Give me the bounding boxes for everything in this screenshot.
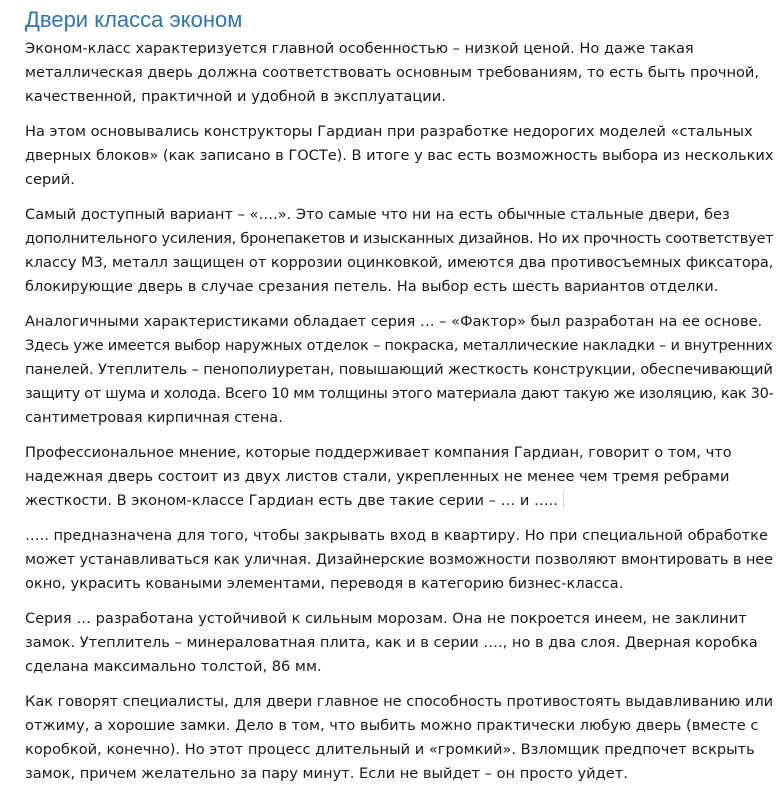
text-line: замок. Утеплитель – минераловатная плита, как и в серии …., но в два слоя. Дверная коробка [25, 634, 758, 651]
text-line: серий. [25, 171, 75, 188]
text-line: Эконом-класс характеризуется главной особенностью – низкой ценой. Но даже такая [25, 40, 694, 57]
text-line: дверных блоков» (как записано в ГОСТе). В итоге у вас есть возможность выбора из нескольких [25, 147, 774, 164]
text-line: панелей. Утеплитель – пенополиуретан, повышающий жесткость конструкции, обеспечивающий [25, 361, 773, 378]
text-line: сделана максимально толстой, 86 мм. [25, 658, 322, 675]
paragraph [25, 607, 773, 679]
text-line: надежная дверь состоит из двух листов стали, укрепленных не менее чем тремя ребрами [25, 468, 730, 485]
paragraph [25, 690, 773, 786]
text-line: блокирующие дверь в случае срезания петель. На выбор есть шесть вариантов отделки. [25, 278, 719, 295]
text-line: Самый доступный вариант – «….». Это самые что ни на есть обычные стальные двери, без [25, 206, 730, 223]
text-line: ….. предназначена для того, чтобы закрывать вход в квартиру. Но при специальной обработке [25, 527, 768, 544]
paragraph [25, 37, 773, 109]
text-line: классу М3, металл защищен от коррозии оцинковкой, имеются два противосъемных фиксатора, [25, 254, 774, 271]
text-line: защиту от шума и холода. Всего 10 мм толщины этого материала дают такую же изоляцию, как 30- [25, 385, 774, 402]
text-line: Как говорят специалисты, для двери главное не способность противостоять выдавливанию или [25, 693, 774, 710]
text-line-with-cursor [25, 489, 773, 513]
text-cursor [563, 490, 564, 508]
text-line: На этом основывались конструкторы Гардиан при разработке недорогих моделей «стальных [25, 123, 753, 140]
page-title: Двери класса эконом [25, 7, 243, 32]
document-body [25, 0, 773, 786]
paragraph [25, 203, 773, 299]
paragraph [25, 524, 773, 596]
text-line: Серия … разработана устойчивой к сильным морозам. Она не покроется инеем, не заклинит [25, 610, 747, 627]
paragraph [25, 120, 773, 192]
text-line: Аналогичными характеристиками обладает серия … – «Фактор» был разработан на ее основе. [25, 313, 763, 330]
text-line: Здесь уже имеется выбор наружных отделок – покраска, металлические накладки – и внутренних [25, 337, 773, 354]
text-line: окно, украсить коваными элементами, переводя в категорию бизнес-класса. [25, 575, 624, 592]
paragraph [25, 441, 773, 513]
paragraph [25, 310, 773, 430]
text-line: отжиму, а хорошие замки. Дело в том, что выбить можно практически любую дверь (вместе с [25, 717, 759, 734]
text-line: Профессиональное мнение, которые поддерживает компания Гардиан, говорит о том, что [25, 444, 732, 461]
text-line: металлическая дверь должна соответствовать основным требованиям, то есть быть прочной, [25, 64, 760, 81]
text-line: может устанавливаться как уличная. Дизайнерские возможности позволяют вмонтировать в нее [25, 551, 773, 568]
text-line: коробкой, конечно). Но этот процесс длительный и «громкий». Взломщик предпочет вскрыть [25, 741, 755, 758]
text-line: жесткости. В эконом-классе Гардиан есть две такие серии – … и ….. [25, 492, 558, 509]
text-line: сантиметровая кирпичная стена. [25, 409, 283, 426]
text-line: замок, причем желательно за пару минут. Если не выйдет – он просто уйдет. [25, 765, 628, 782]
text-line: дополнительного усиления, бронепакетов и изысканных дизайнов. Но их прочность соответствует [25, 230, 774, 247]
text-line: качественной, практичной и удобной в эксплуатации. [25, 88, 446, 105]
